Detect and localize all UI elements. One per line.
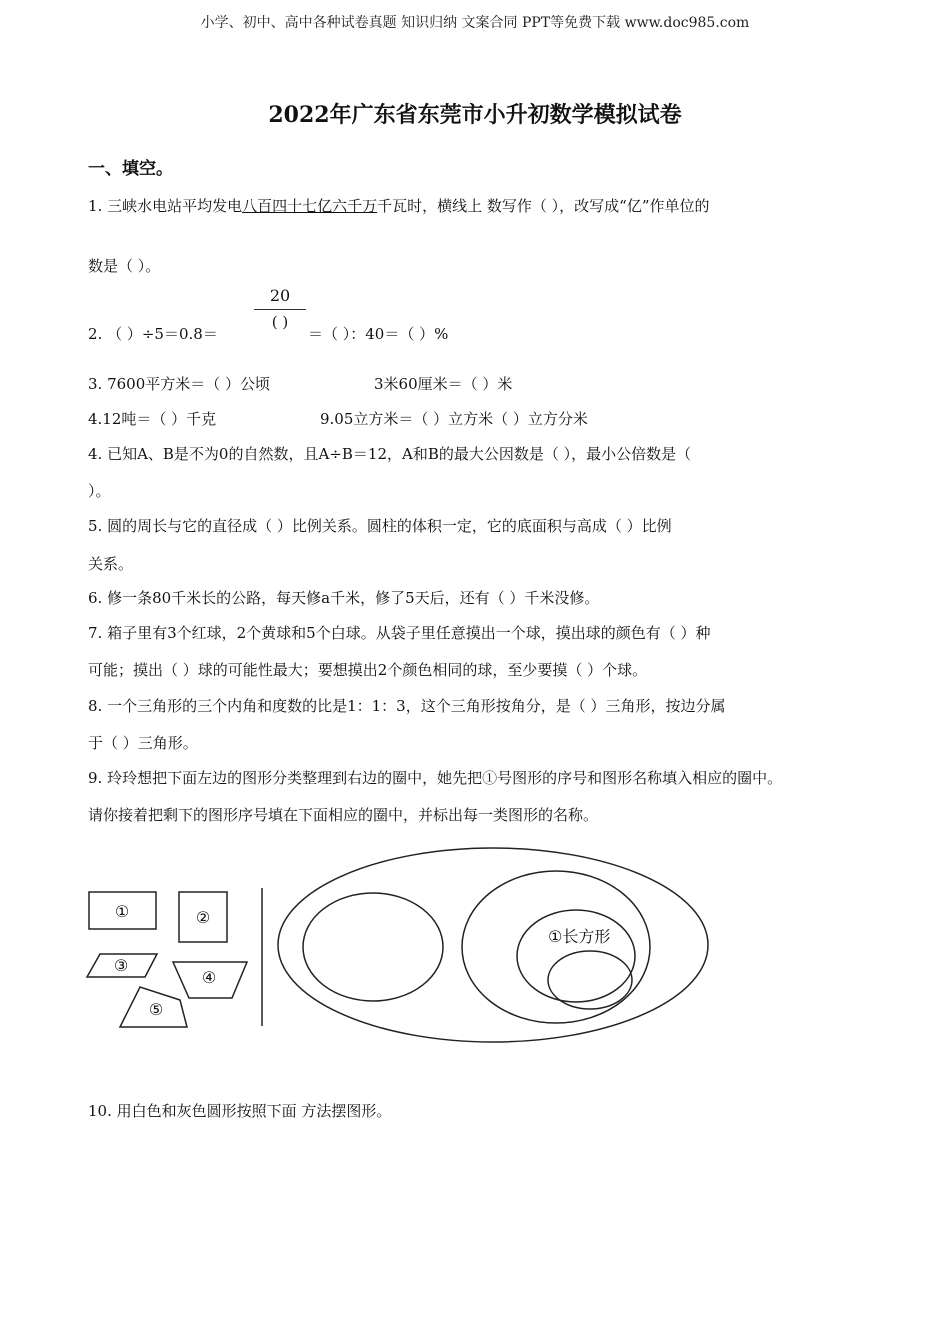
question-8-line-2: 于（ ）三角形。 <box>88 734 198 752</box>
shape-3-label: ③ <box>113 956 129 975</box>
shape-4-label: ④ <box>201 968 217 987</box>
question-1-text-a: 1. 三峡水电站平均发电 <box>88 197 243 215</box>
shape-1-label: ① <box>114 902 130 921</box>
exam-title: 2022年广东省东莞市小升初数学模拟试卷 <box>268 102 682 128</box>
question-2-part-a: 2. （ ）÷5＝0.8＝ <box>88 325 218 343</box>
rectangle-ellipse <box>517 910 635 1002</box>
question-3b-part-a: 4.12吨＝（ ）千克 <box>88 410 217 428</box>
question-4-line-2: ）。 <box>88 482 111 500</box>
question-2-fraction-denominator: ( ) <box>271 313 289 331</box>
question-8-line-1: 8. 一个三角形的三个内角和度数的比是1：1：3，这个三角形按角分，是（ ）三角形，按边分属 <box>88 697 726 715</box>
question-3b-part-b: 9.05立方米＝（ ）立方米（ ）立方分米 <box>320 410 588 428</box>
question-5-line-1: 5. 圆的周长与它的直径成（ ）比例关系。圆柱的体积一定，它的底面积与高成（ ）比例 <box>88 517 672 535</box>
question-9-line-2: 请你接着把剩下的图形序号填在下面相应的圈中，并标出每一类图形的名称。 <box>88 806 599 824</box>
question-10: 10. 用白色和灰色圆形按照下面 方法摆图形。 <box>88 1102 392 1120</box>
question-2-part-b: ＝（ ）：40＝（ ）% <box>308 325 449 343</box>
question-3-part-a: 3. 7600平方米＝（ ）公顷 <box>88 375 271 393</box>
question-7-line-1: 7. 箱子里有3个红球，2个黄球和5个白球。从袋子里任意摸出一个球，摸出球的颜色有（ ）种 <box>88 624 711 642</box>
question-4-line-1: 4. 已知A、B是不为0的自然数，且A÷B＝12，A和B的最大公因数是（ ），最小公倍数是（ <box>88 445 692 463</box>
circle-label-rectangle: ①长方形 <box>548 927 611 946</box>
question-9-line-1: 9. 玲玲想把下面左边的图形分类整理到右边的圈中，她先把①号图形的序号和图形名称填入相应的圈中。 <box>88 769 783 787</box>
question-1-underlined-number: 八百四十七亿六千万 <box>242 197 378 215</box>
question-2-fraction-numerator: 20 <box>269 286 291 305</box>
question-1-text-b: 千瓦时，横线上 数写作（ ），改写成“亿”作单位的 <box>377 197 710 215</box>
shape-2-label: ② <box>195 908 211 927</box>
section-heading-fill-blank: 一、填空。 <box>88 159 173 179</box>
question-6: 6. 修一条80千米长的公路，每天修a千米，修了5天后，还有（ ）千米没修。 <box>88 589 600 607</box>
page-header: 小学、初中、高中各种试卷真题 知识归纳 文案合同 PPT等免费下载 www.doc985.com <box>200 15 750 31</box>
shape-classification-figure <box>0 840 950 1070</box>
question-7-line-2: 可能；摸出（ ）球的可能性最大；要想摸出2个颜色相同的球，至少要摸（ ）个球。 <box>88 661 648 679</box>
question-2-fraction-bar <box>254 309 306 310</box>
question-3-part-b: 3米60厘米＝（ ）米 <box>374 375 513 393</box>
left-inner-ellipse <box>303 893 443 1001</box>
outer-ellipse <box>278 848 708 1042</box>
question-1-line-1 <box>88 195 710 216</box>
shape-5-label: ⑤ <box>148 1000 164 1019</box>
question-5-line-2: 关系。 <box>88 555 134 573</box>
question-1-line-2: 数是（ ）。 <box>88 257 161 275</box>
